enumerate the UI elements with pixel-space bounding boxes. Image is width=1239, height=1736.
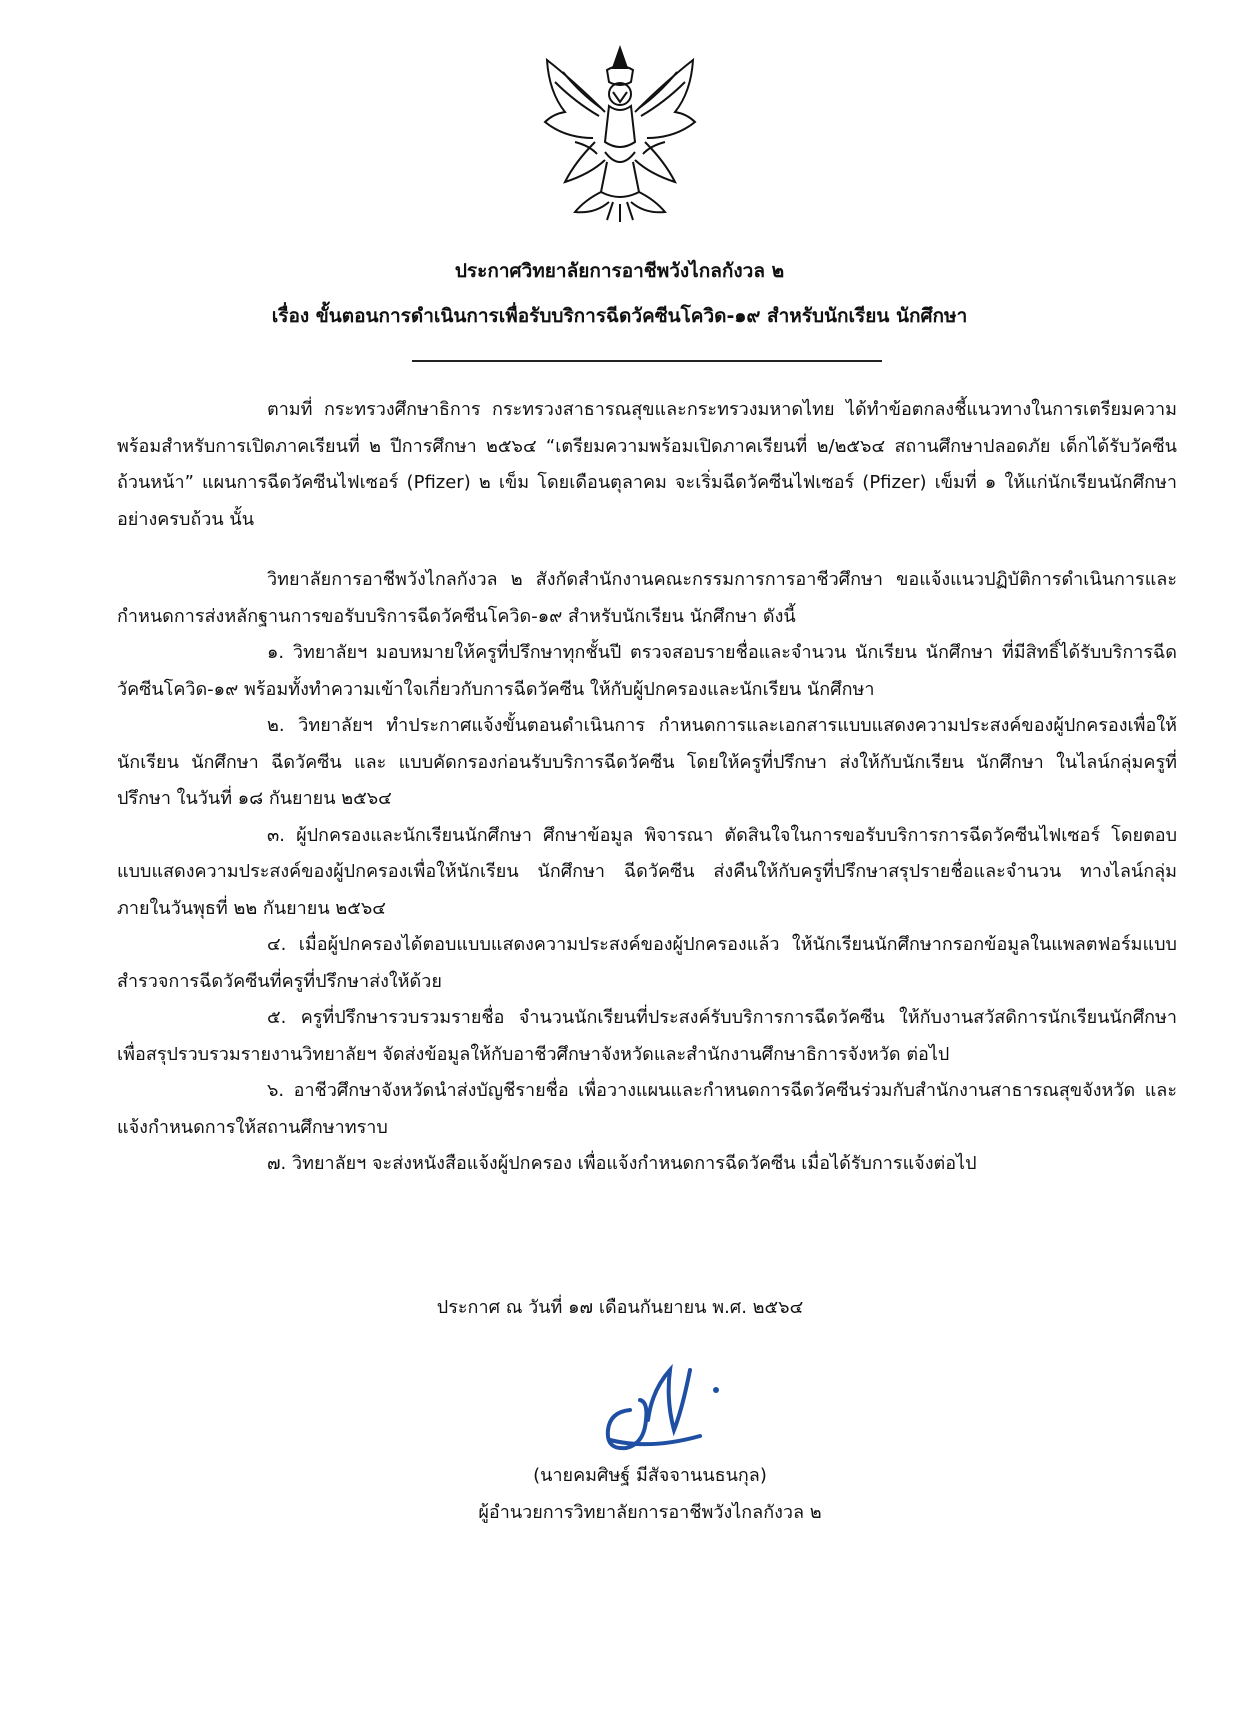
procedure-step-1: ๑. วิทยาลัยฯ มอบหมายให้ครูที่ปรึกษาทุกชั้นปี ตรวจสอบรายชื่อและจำนวน นักเรียน นักศึกษา ที่มีสิทธิ์ได้รับบริการฉีดวัคซีนโควิด-๑๙ พร้อมทั้งทำความเข้าใจเกี่ยวกับการฉีดวัคซีน ให้กับผู้ปกครองและนักเรียน นักศึกษา — [117, 642, 1177, 700]
handwritten-signature-icon — [590, 1350, 740, 1460]
title-divider — [412, 360, 882, 362]
procedure-step-2: ๒. วิทยาลัยฯ ทำประกาศแจ้งขั้นตอนดำเนินการ กำหนดการและเอกสารแบบแสดงความประสงค์ของผู้ปกครองเพื่อให้นักเรียน นักศึกษา ฉีดวัคซีน และ แบบคัดกรองก่อนรับบริการฉีดวัคซีน โดยให้ครูที่ปรึกษา ส่งให้กับนักเรียน นักศึกษา ในไลน์กลุ่มครูที่ปรึกษา ในวันที่ ๑๘ กันยายน ๒๕๖๔ — [117, 715, 1177, 809]
announcement-subject: เรื่อง ขั้นตอนการดำเนินการเพื่อรับบริการฉีดวัคซีนโควิด-๑๙ สำหรับนักเรียน นักศึกษา — [271, 305, 968, 327]
procedure-step-7: ๗. วิทยาลัยฯ จะส่งหนังสือแจ้งผู้ปกครอง เพื่อแจ้งกำหนดการฉีดวัคซีน เมื่อได้รับการแจ้งต่อไป — [267, 1153, 977, 1174]
procedure-section — [117, 562, 1177, 1183]
garuda-emblem-icon — [535, 42, 705, 224]
signatory-position: ผู้อำนวยการวิทยาลัยการอาชีพวังไกลกังวล ๒ — [478, 1502, 822, 1523]
intro-paragraph: ตามที่ กระทรวงศึกษาธิการ กระทรวงสาธารณสุขและกระทรวงมหาดไทย ได้ทำข้อตกลงชี้แนวทางในการเตรียมความพร้อมสำหรับการเปิดภาคเรียนที่ ๒ ปีการศึกษา ๒๕๖๔ “เตรียมความพร้อมเปิดภาคเรียนที่ ๒/๒๕๖๔ สถานศึกษาปลอดภัย เด็กได้รับวัคซีนถ้วนหน้า” แผนการฉีดวัคซีนไฟเซอร์ (Pfizer) ๒ เข็ม โดยเดือนตุลาคม จะเริ่มฉีดวัคซีนไฟเซอร์ (Pfizer) เข็มที่ ๑ ให้แก่นักเรียนนักศึกษาอย่างครบถ้วน นั้น — [117, 399, 1177, 530]
procedure-step-6: ๖. อาชีวศึกษาจังหวัดนำส่งบัญชีรายชื่อ เพื่อวางแผนและกำหนดการฉีดวัคซีนร่วมกับสำนักงานสาธารณสุขจังหวัด และแจ้งกำหนดการให้สถานศึกษาทราบ — [117, 1080, 1177, 1138]
signatory-name: (นายคมศิษฐ์ มีสัจจานนธนกุล) — [533, 1465, 767, 1486]
intro-section — [117, 392, 1177, 538]
announcement-date: ประกาศ ณ วันที่ ๑๗ เดือนกันยายน พ.ศ. ๒๕๖๔ — [436, 1297, 804, 1318]
procedure-step-4: ๔. เมื่อผู้ปกครองได้ตอบแบบแสดงความประสงค์ของผู้ปกครองแล้ว ให้นักเรียนนักศึกษากรอกข้อมูลในแพลตฟอร์มแบบสำรวจการฉีดวัคซีนที่ครูที่ปรึกษาส่งให้ด้วย — [117, 934, 1177, 992]
procedure-step-5: ๕. ครูที่ปรึกษารวบรวมรายชื่อ จำนวนนักเรียนที่ประสงค์รับบริการการฉีดวัคซีน ให้กับงานสวัสดิการนักเรียนนักศึกษา เพื่อสรุปรวบรวมรายงานวิทยาลัยฯ จัดส่งข้อมูลให้กับอาชีวศึกษาจังหวัดและสำนักงานศึกษาธิการจังหวัด ต่อไป — [117, 1007, 1177, 1065]
announcement-title: ประกาศวิทยาลัยการอาชีพวังไกลกังวล ๒ — [454, 260, 785, 282]
procedure-intro: วิทยาลัยการอาชีพวังไกลกังวล ๒ สังกัดสำนักงานคณะกรรมการการอาชีวศึกษา ขอแจ้งแนวปฏิบัติการดำเนินการและกำหนดการส่งหลักฐานการขอรับบริการฉีดวัคซีนโควิด-๑๙ สำหรับนักเรียน นักศึกษา ดังนี้ — [117, 569, 1177, 627]
procedure-step-3: ๓. ผู้ปกครองและนักเรียนนักศึกษา ศึกษาข้อมูล พิจารณา ตัดสินใจในการขอรับบริการการฉีดวัคซีนไฟเซอร์ โดยตอบแบบแสดงความประสงค์ของผู้ปกครองเพื่อให้นักเรียน นักศึกษา ฉีดวัคซีน ส่งคืนให้กับครูที่ปรึกษาสรุปรายชื่อและจำนวน ทางไลน์กลุ่ม ภายในวันพุธที่ ๒๒ กันยายน ๒๕๖๔ — [117, 824, 1177, 919]
